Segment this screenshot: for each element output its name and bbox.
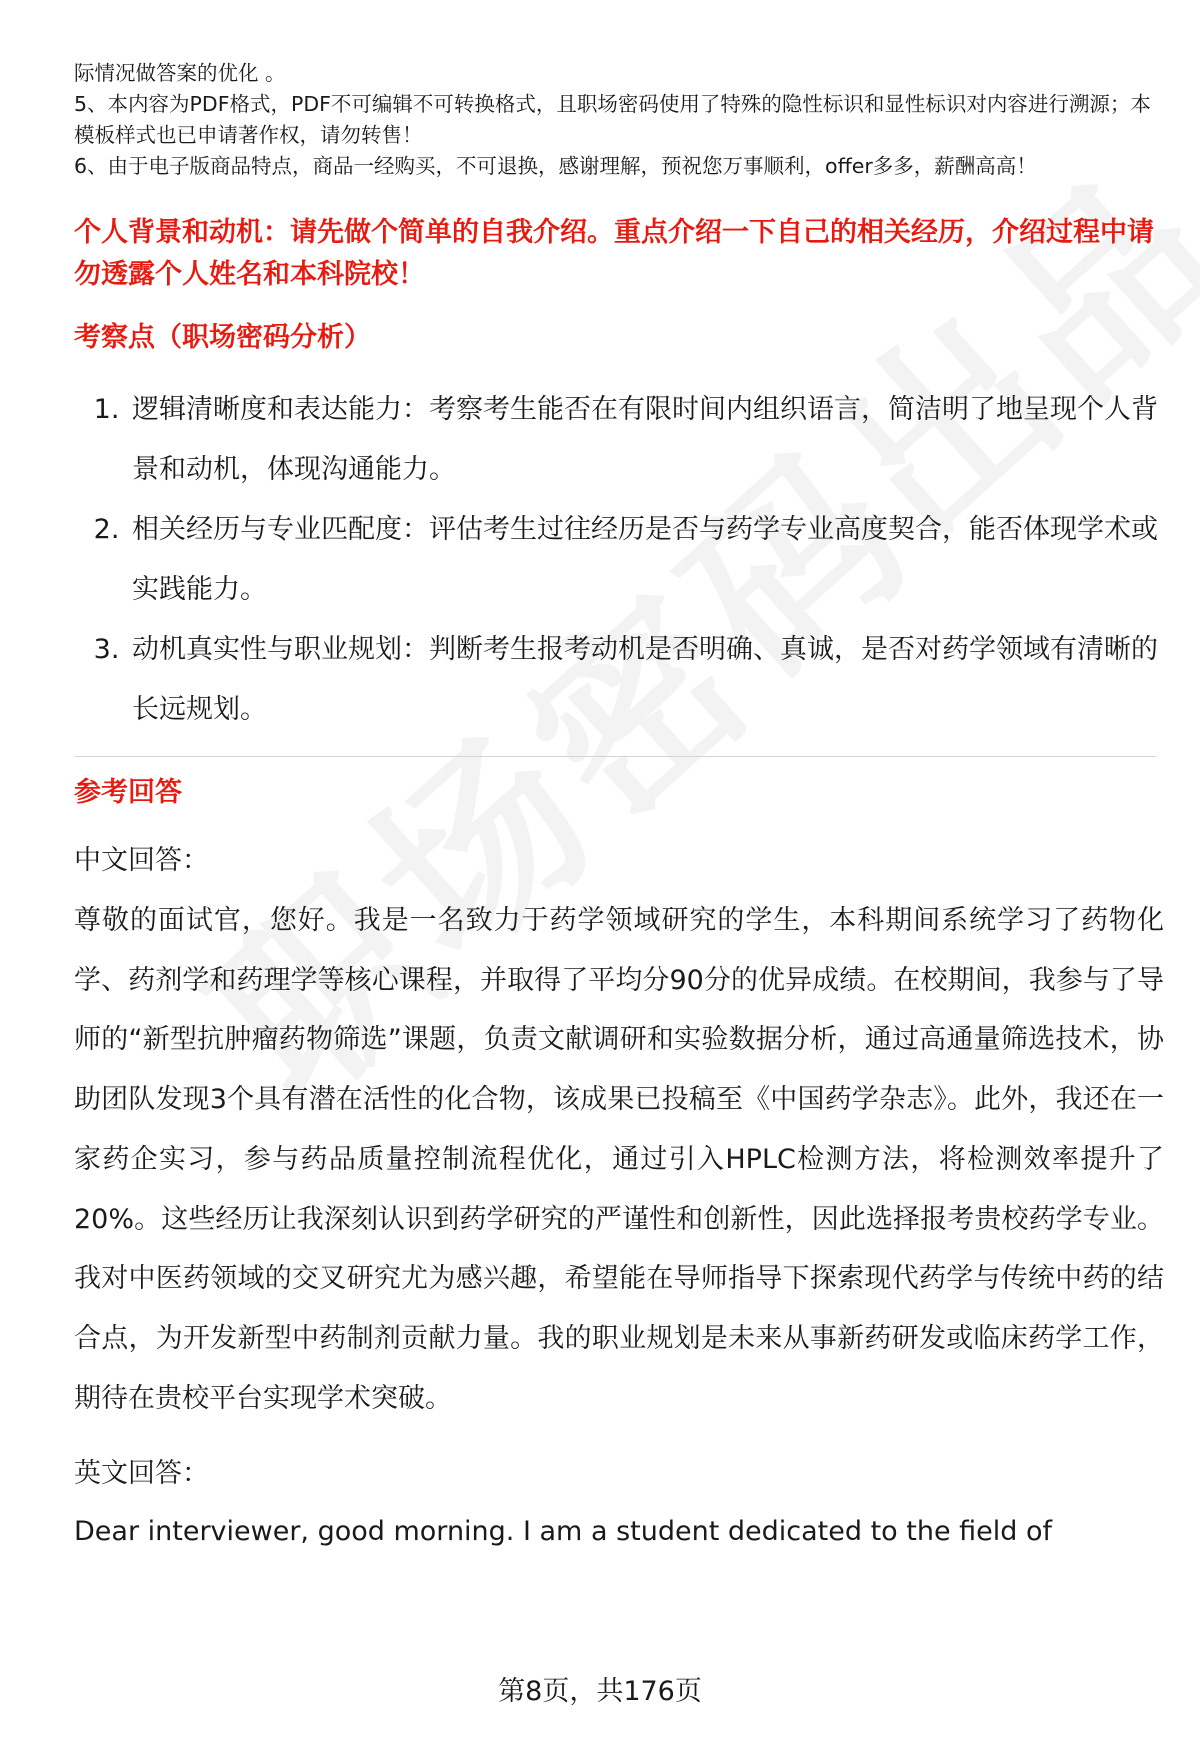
notice-block [74, 58, 1164, 182]
assessment-points [74, 380, 1164, 740]
section-divider [74, 756, 1156, 757]
english-answer-text: Dear interviewer, good morning. I am a student dedicated to the field of [74, 1516, 1053, 1548]
assessment-title: 考察点（职场密码分析） [74, 322, 371, 353]
assessment-point: 3. 动机真实性与职业规划：判断考生报考动机是否明确、真诚，是否对药学领域有清晰的长远规划。 [128, 620, 1164, 740]
page-number: 第8页，共176页 [498, 1676, 702, 1707]
assessment-point: 1. 逻辑清晰度和表达能力：考察考生能否在有限时间内组织语言，简洁明了地呈现个人背景和动机，体现沟通能力。 [128, 380, 1164, 500]
interview-question: 个人背景和动机：请先做个简单的自我介绍。重点介绍一下自己的相关经历，介绍过程中请勿透露个人姓名和本科院校！ [74, 217, 1154, 290]
notice-line-2: 5、本内容为PDF格式，PDF不可编辑不可转换格式，且职场密码使用了特殊的隐性标识和显性标识对内容进行溯源；本模板样式也已申请著作权，请勿转售！ [74, 92, 1151, 147]
notice-line-3: 6、由于电子版商品特点，商品一经购买，不可退换，感谢理解，预祝您万事顺利，offer多多，薪酬高高！ [74, 154, 1037, 178]
reference-answer-title: 参考回答 [74, 777, 182, 808]
notice-line-1: 际情况做答案的优化 。 [74, 61, 286, 85]
page-content [74, 58, 1164, 1556]
chinese-answer-label: 中文回答： [74, 845, 209, 876]
assessment-point: 2. 相关经历与专业匹配度：评估考生过往经历是否与药学专业高度契合，能否体现学术或实践能力。 [128, 500, 1164, 620]
english-answer-label: 英文回答： [74, 1458, 209, 1490]
chinese-answer-text: 尊敬的面试官，您好。我是一名致力于药学领域研究的学生，本科期间系统学习了药物化学、药剂学和药理学等核心课程，并取得了平均分90分的优异成绩。在校期间，我参与了导师的“新型抗肿瘤药物筛选”课题，负责文献调研和实验数据分析，通过高通量筛选技术，协助团队发现3个具有潜在活性的化合物，该成果已投稿至《中国药学杂志》。此外，我还在一家药企实习，参与药品质量控制流程优化，通过引入HPLC检测方法，将检测效率提升了20%。这些经历让我深刻认识到药学研究的严谨性和创新性，因此选择报考贵校药学专业。我对中医药领域的交叉研究尤为感兴趣，希望能在导师指导下探索现代药学与传统中药的结合点，为开发新型中药制剂贡献力量。我的职业规划是未来从事新药研发或临床药学工作，期待在贵校平台实现学术突破。 [74, 905, 1164, 1414]
